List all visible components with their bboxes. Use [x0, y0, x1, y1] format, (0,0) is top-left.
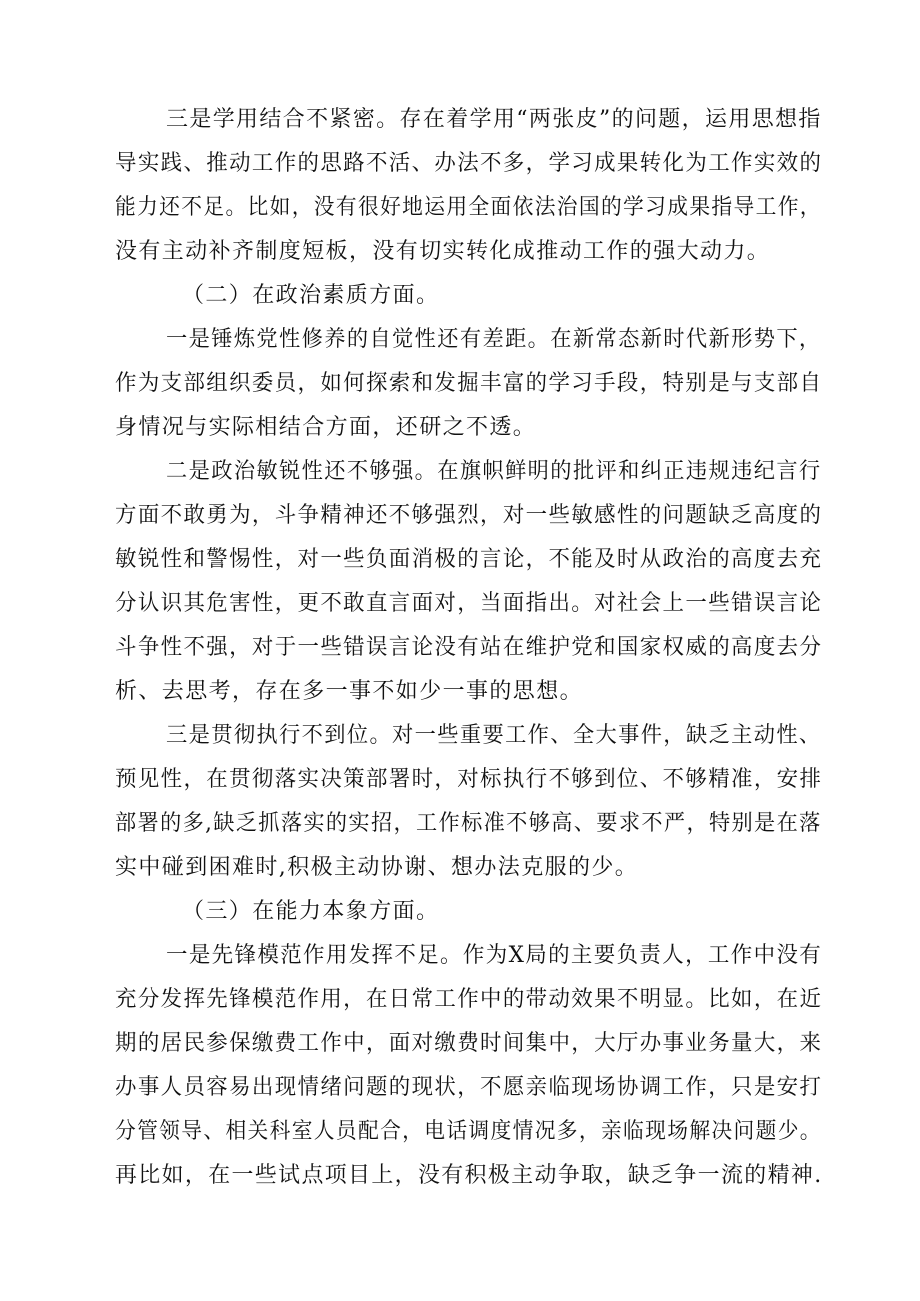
paragraph-line: 敏锐性和警惕性，对一些负面消极的言论，不能及时从政治的高度去充	[115, 547, 823, 572]
paragraph-line: 一是锤炼党性修养的自觉性还有差距。在新常态新时代新形势下，	[166, 327, 822, 352]
paragraph-line: 二是政治敏锐性还不够强。在旗帜鲜明的批评和纠正违规违纪言行	[166, 459, 822, 484]
section-heading: （三）在能力本象方面。	[182, 899, 440, 924]
paragraph-line: 能力还不足。比如，没有很好地运用全面依法治国的学习成果指导工作，	[115, 195, 822, 220]
paragraph-line: 身情况与实际相结合方面，还研之不透。	[115, 415, 537, 440]
paragraph-line: 实中碰到困难时,积极主动协谢、想办法克服的少。	[115, 855, 639, 880]
paragraph-line: 作为支部组织委员，如何探索和发掘丰富的学习手段，特别是与支部自	[115, 371, 823, 396]
paragraph-line: 三是贯彻执行不到位。对一些重要工作、全大事件，缺乏主动性、	[166, 723, 822, 748]
paragraph-line: 分认识其危害性，更不敢直言面对，当面指出。对社会上一些错误言论	[115, 591, 823, 616]
paragraph-line: 再比如，在一些试点项目上，没有积极主动争取，缺乏争一流的精神.	[115, 1163, 823, 1188]
paragraph-line: 预见性，在贯彻落实决策部署时，对标执行不够到位、不够精准，安排	[115, 767, 823, 792]
paragraph-line: 导实践、推动工作的思路不活、办法不多，学习成果转化为工作实效的	[115, 151, 823, 176]
paragraph-line: 分管领导、相关科室人员配合，电话调度情况多，亲临现场解决问题少。	[115, 1119, 822, 1144]
paragraph-line: 没有主动补齐制度短板，没有切实转化成推动工作的强大动力。	[115, 239, 771, 264]
paragraph-line: 方面不敢勇为，斗争精神还不够强烈，对一些敏感性的问题缺乏高度的	[115, 503, 823, 528]
paragraph-line: 析、去思考，存在多一事不如少一事的思想。	[115, 679, 584, 704]
paragraph-line: 充分发挥先锋模范作用，在日常工作中的带动效果不明显。比如，在近	[115, 987, 823, 1012]
section-heading: （二）在政治素质方面。	[182, 283, 440, 308]
paragraph-line: 斗争性不强，对于一些错误言论没有站在维护党和国家权威的高度去分	[115, 635, 823, 660]
paragraph-line: 办事人员容易出现情绪问题的现状，不愿亲临现场协调工作，只是安打	[115, 1075, 823, 1100]
paragraph-line: 三是学用结合不紧密。存在着学用“两张皮”的问题，运用思想指	[166, 107, 822, 132]
paragraph-line: 部署的多,缺乏抓落实的实招，工作标准不够高、要求不严，特别是在落	[115, 811, 822, 836]
paragraph-line: 一是先锋模范作用发挥不足。作为X局的主要负责人，工作中没有	[166, 943, 823, 968]
paragraph-line: 期的居民参保缴费工作中，面对缴费时间集中，大厅办事业务量大，来	[115, 1031, 823, 1056]
